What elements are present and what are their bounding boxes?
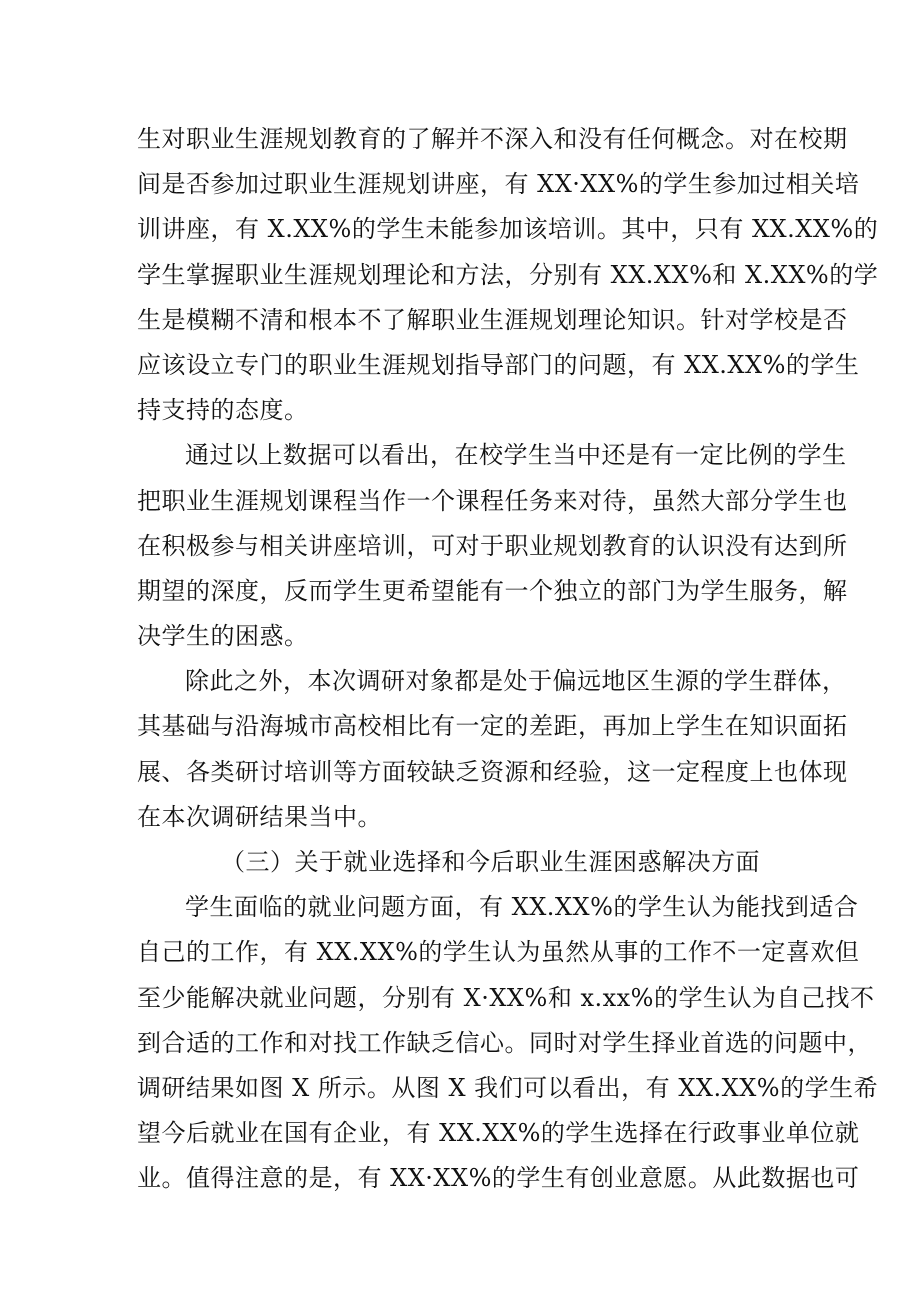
text-line: 生对职业生涯规划教育的了解并不深入和没有任何概念。对在校期 — [137, 125, 848, 153]
text-line: 训讲座，有 X.XX%的学生未能参加该培训。其中，只有 XX.XX%的 — [137, 215, 879, 244]
text-line: 应该设立专门的职业生涯规划指导部门的问题，有 XX.XX%的学生 — [137, 350, 860, 379]
text-line: 生是模糊不清和根本不了解职业生涯规划理论知识。针对学校是否 — [137, 305, 848, 334]
text-line: 至少能解决就业问题，分别有 X·XX%和 x.xx%的学生认为自己找不 — [137, 983, 875, 1012]
text-line: 望今后就业在国有企业，有 XX.XX%的学生选择在行政事业单位就 — [137, 1119, 860, 1148]
text-line: 把职业生涯规划课程当作一个课程任务来对待，虽然大部分学生也 — [137, 486, 848, 515]
text-line: 学生掌握职业生涯规划理论和方法，分别有 XX.XX%和 X.XX%的学 — [137, 260, 879, 289]
text-line: 在积极参与相关讲座培训，可对于职业规划教育的认识没有达到所 — [137, 531, 848, 560]
text-line: 除此之外，本次调研对象都是处于偏远地区生源的学生群体， — [185, 667, 847, 696]
text-line: 到合适的工作和对找工作缺乏信心。同时对学生择业首选的问题中， — [137, 1028, 872, 1057]
text-line: 期望的深度，反而学生更希望能有一个独立的部门为学生服务，解 — [137, 576, 848, 605]
text-line: 调研结果如图 X 所示。从图 X 我们可以看出，有 XX.XX%的学生希 — [137, 1073, 879, 1102]
text-line: 展、各类研讨培训等方面较缺乏资源和经验，这一定程度上也体现 — [137, 757, 848, 786]
section-heading: （三）关于就业选择和今后职业生涯困惑解决方面 — [221, 848, 760, 876]
text-line: 持支持的态度。 — [137, 396, 309, 425]
text-line: 学生面临的就业问题方面，有 XX.XX%的学生认为能找到适合 — [185, 893, 859, 922]
text-line: 决学生的困惑。 — [137, 622, 309, 651]
body-text — [137, 117, 879, 1202]
text-line: 自己的工作，有 XX.XX%的学生认为虽然从事的工作不一定喜欢但 — [137, 938, 860, 967]
text-line: 其基础与沿海城市高校相比有一定的差距，再加上学生在知识面拓 — [137, 712, 848, 741]
text-line: 业。值得注意的是，有 XX·XX%的学生有创业意愿。从此数据也可 — [137, 1164, 860, 1193]
text-line: 在本次调研结果当中。 — [137, 802, 382, 831]
text-line: 通过以上数据可以看出，在校学生当中还是有一定比例的学生 — [185, 441, 847, 470]
text-line: 间是否参加过职业生涯规划讲座，有 XX·XX%的学生参加过相关培 — [137, 170, 860, 199]
